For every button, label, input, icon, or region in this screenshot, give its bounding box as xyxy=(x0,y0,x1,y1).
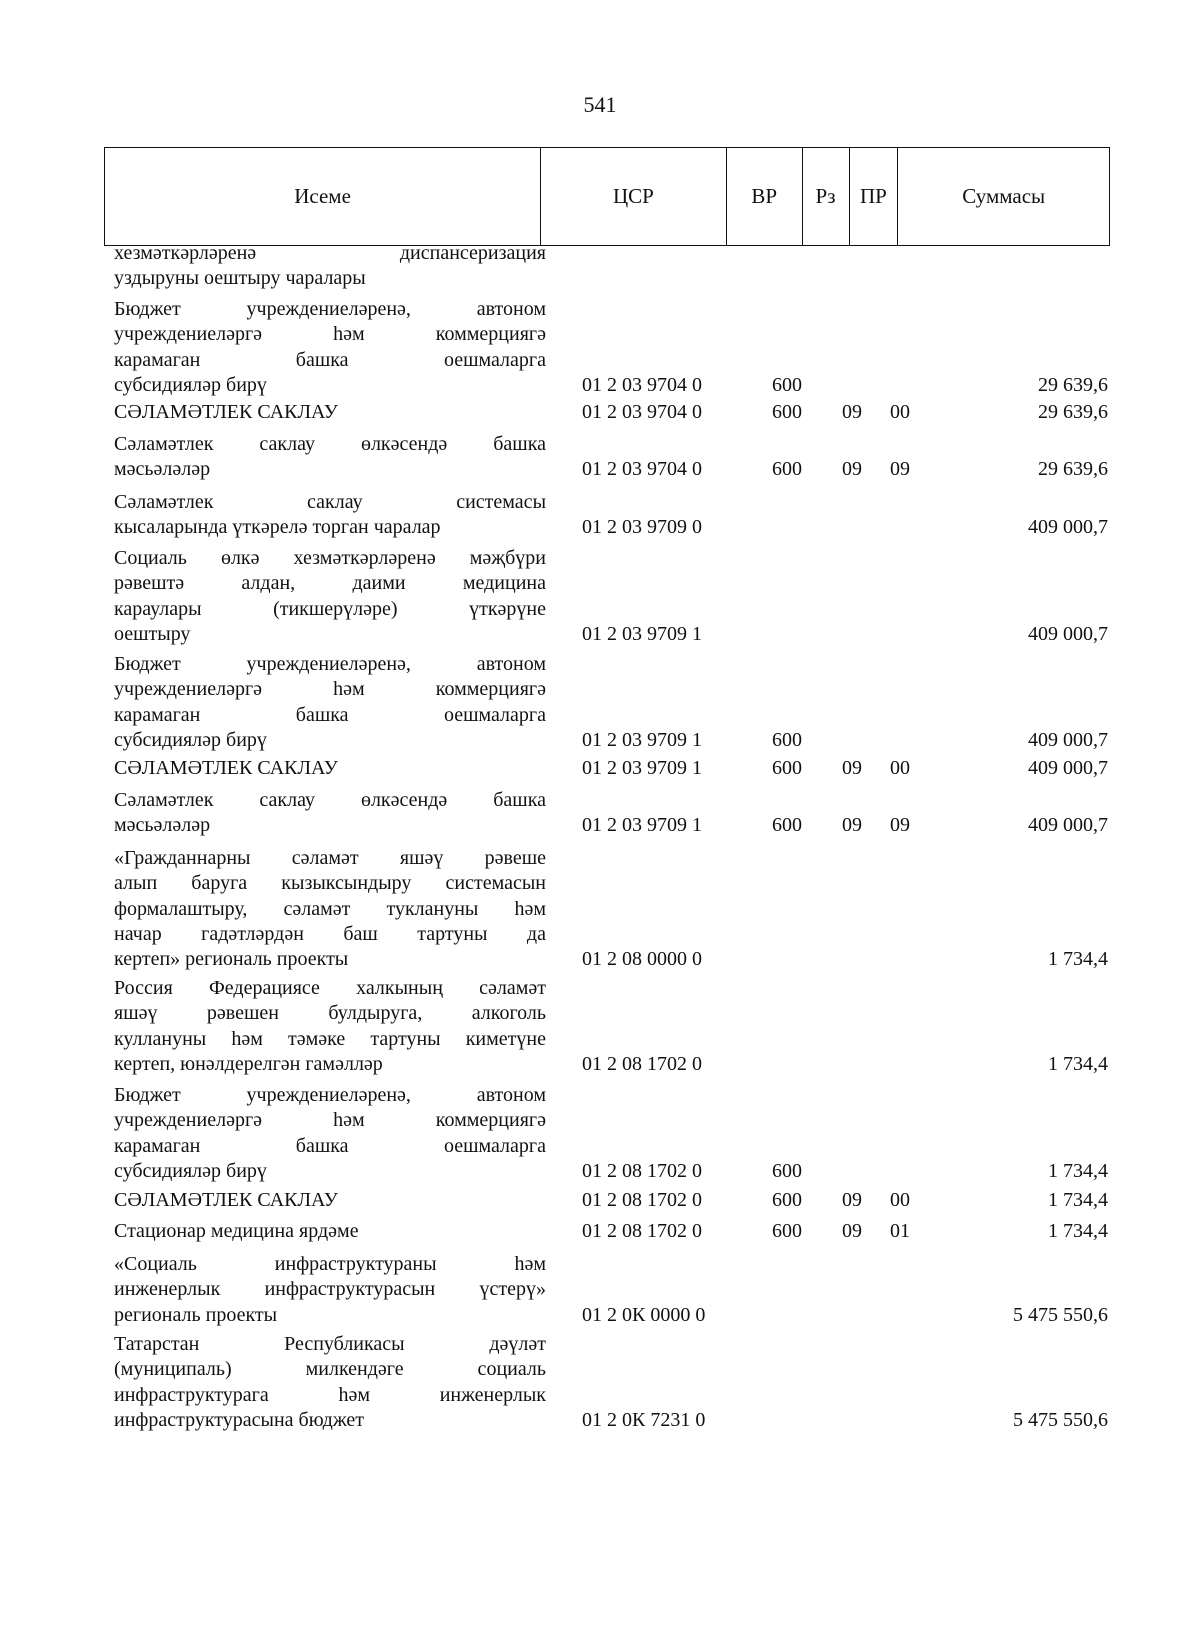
row-name xyxy=(114,432,546,483)
row-rz: 09 xyxy=(842,1220,862,1242)
table-header xyxy=(104,147,1110,246)
row-name-line: Социаль өлкә хезмәткәрләренә мәҗбүри xyxy=(114,547,546,569)
row-name-line: формалаштыру, сәламәт туклануны һәм xyxy=(114,897,546,920)
row-csr: 01 2 0К 0000 0 xyxy=(582,1303,706,1326)
row-sum: 1 734,4 xyxy=(1048,1159,1108,1182)
row-csr: 01 2 08 1702 0 xyxy=(582,1189,702,1211)
row-csr: 01 2 08 1702 0 xyxy=(582,1052,702,1075)
row-name xyxy=(114,756,546,781)
row-rz: 09 xyxy=(842,814,862,837)
row-name-line: учреждениеләргә һәм коммерциягә xyxy=(114,323,546,346)
header-sum: Суммасы xyxy=(962,184,1046,208)
row-name xyxy=(114,652,546,753)
row-csr: 01 2 03 9704 0 xyxy=(582,458,702,481)
row-name xyxy=(114,400,546,425)
row-name-line: яшәү рәвешен булдыруга, алкоголь xyxy=(114,1002,546,1025)
row-name-line: СӘЛАМӘТЛЕК САКЛАУ xyxy=(114,401,338,423)
row-pr: 00 xyxy=(890,401,910,423)
row-name-line: (муниципаль) милкендәге социаль xyxy=(114,1358,546,1381)
row-name-line: СӘЛАМӘТЛЕК САКЛАУ xyxy=(114,757,338,779)
row-csr: 01 2 03 9709 0 xyxy=(582,516,702,539)
row-name-line: оештыру xyxy=(114,622,191,645)
row-pr: 09 xyxy=(890,814,910,837)
row-name-line: рәвештә алдан, даими медицина xyxy=(114,572,546,595)
row-pr: 09 xyxy=(890,458,910,481)
row-csr: 01 2 0К 7231 0 xyxy=(582,1408,706,1431)
row-name-line: мәсьәләләр xyxy=(114,458,211,481)
header-vr: ВР xyxy=(727,148,803,245)
row-sum: 409 000,7 xyxy=(1028,516,1108,539)
row-csr: 01 2 03 9709 1 xyxy=(582,757,702,779)
row-vr: 600 xyxy=(772,1159,802,1182)
row-vr: 600 xyxy=(772,728,802,751)
row-sum: 409 000,7 xyxy=(1028,814,1108,837)
row-sum: 409 000,7 xyxy=(1028,757,1108,779)
row-rz: 09 xyxy=(842,458,862,481)
row-vr: 600 xyxy=(772,757,802,779)
row-pr: 01 xyxy=(890,1220,910,1242)
row-vr: 600 xyxy=(772,1220,802,1242)
row-name-line: субсидияләр бирү xyxy=(114,728,267,751)
row-pr: 00 xyxy=(890,757,910,779)
row-name xyxy=(114,846,546,972)
row-csr: 01 2 03 9709 1 xyxy=(582,814,702,837)
header-pr: ПР xyxy=(850,148,899,245)
row-csr: 01 2 08 1702 0 xyxy=(582,1220,702,1242)
row-sum: 1 734,4 xyxy=(1048,1052,1108,1075)
row-name-line: субсидияләр бирү xyxy=(114,373,267,396)
row-name-line: инфраструктурасына бюджет xyxy=(114,1408,364,1431)
row-sum: 409 000,7 xyxy=(1028,728,1108,751)
row-sum: 29 639,6 xyxy=(1038,458,1108,481)
page-number: 541 xyxy=(583,92,617,117)
row-name xyxy=(114,241,546,292)
row-name-line: начар гадәтләрдән баш тартуны да xyxy=(114,922,546,945)
row-name-line: кертеп, юнәлдерелгән гамәлләр xyxy=(114,1052,383,1075)
row-name-line: уздыруны оештыру чаралары xyxy=(114,267,366,290)
row-name-line: «Социаль инфраструктураны һәм xyxy=(114,1253,546,1275)
row-name xyxy=(114,1083,546,1184)
row-vr: 600 xyxy=(772,458,802,481)
row-csr: 01 2 08 1702 0 xyxy=(582,1159,702,1182)
header-name: Исеме xyxy=(105,148,541,245)
row-name xyxy=(114,490,546,541)
row-name-line: алып баруга кызыксындыру системасын xyxy=(114,872,546,895)
row-name-line: Татарстан Республикасы дәүләт xyxy=(114,1333,546,1355)
row-sum: 1 734,4 xyxy=(1048,1189,1108,1211)
row-name-line: «Гражданнарны сәламәт яшәү рәвеше xyxy=(114,847,546,869)
row-csr: 01 2 03 9709 1 xyxy=(582,622,702,645)
row-name-line: кысаларында үткәрелә торган чаралар xyxy=(114,516,441,539)
row-name-line: региональ проекты xyxy=(114,1303,278,1326)
header-csr: ЦСР xyxy=(541,148,727,245)
row-sum: 1 734,4 xyxy=(1048,1220,1108,1242)
row-name-line: инженерлык инфраструктурасын үстерү» xyxy=(114,1278,546,1301)
row-name-line: карамаган башка оешмаларга xyxy=(114,1134,546,1157)
row-name-line: куллануны һәм тәмәке тартуны киметүне xyxy=(114,1027,546,1050)
row-sum: 409 000,7 xyxy=(1028,622,1108,645)
row-name-line: карамаган башка оешмаларга xyxy=(114,348,546,371)
row-name-line: мәсьәләләр xyxy=(114,814,211,837)
row-name-line: Бюджет учреждениеләренә, автоном xyxy=(114,1084,546,1106)
row-rz: 09 xyxy=(842,401,862,423)
row-rz: 09 xyxy=(842,1189,862,1211)
row-sum: 1 734,4 xyxy=(1048,948,1108,971)
row-name-line: Бюджет учреждениеләренә, автоном xyxy=(114,298,546,320)
row-csr: 01 2 03 9704 0 xyxy=(582,401,702,423)
row-name-line: Сәламәтлек саклау өлкәсендә башка xyxy=(114,789,546,811)
row-vr: 600 xyxy=(772,814,802,837)
row-vr: 600 xyxy=(772,1189,802,1211)
row-name xyxy=(114,1188,546,1213)
row-vr: 600 xyxy=(772,401,802,423)
row-name xyxy=(114,297,546,398)
row-name-line: караулары (тикшерүләре) үткәрүне xyxy=(114,597,546,620)
row-name xyxy=(114,1219,546,1244)
header-rz: Рз xyxy=(803,148,850,245)
row-name-line: СӘЛАМӘТЛЕК САКЛАУ xyxy=(114,1189,338,1211)
row-name-line: учреждениеләргә һәм коммерциягә xyxy=(114,678,546,701)
row-name xyxy=(114,1252,546,1328)
row-name-line: карамаган башка оешмаларга xyxy=(114,703,546,726)
row-name-line: кертеп» региональ проекты xyxy=(114,948,349,971)
row-sum: 5 475 550,6 xyxy=(1013,1408,1108,1431)
row-csr: 01 2 08 0000 0 xyxy=(582,948,702,971)
row-name-line: Россия Федерациясе халкының сәламәт xyxy=(114,977,546,999)
row-sum: 5 475 550,6 xyxy=(1013,1303,1108,1326)
row-csr: 01 2 03 9704 0 xyxy=(582,373,702,396)
row-name-line: учреждениеләргә һәм коммерциягә xyxy=(114,1109,546,1132)
row-name-line: Сәламәтлек саклау системасы xyxy=(114,491,546,513)
row-name-line: Бюджет учреждениеләренә, автоном xyxy=(114,653,546,675)
row-csr: 01 2 03 9709 1 xyxy=(582,728,702,751)
row-name-line: Стационар медицина ярдәме xyxy=(114,1220,359,1242)
row-name-line: хезмәткәрләренә диспансеризация xyxy=(114,242,546,264)
row-name xyxy=(114,788,546,839)
row-sum: 29 639,6 xyxy=(1038,401,1108,423)
row-vr: 600 xyxy=(772,373,802,396)
row-name xyxy=(114,976,546,1077)
row-name-line: инфраструктурага һәм инженерлык xyxy=(114,1383,546,1406)
row-name xyxy=(114,1332,546,1433)
row-name-line: субсидияләр бирү xyxy=(114,1159,267,1182)
row-rz: 09 xyxy=(842,757,862,779)
row-pr: 00 xyxy=(890,1189,910,1211)
row-sum: 29 639,6 xyxy=(1038,373,1108,396)
row-name xyxy=(114,546,546,647)
row-name-line: Сәламәтлек саклау өлкәсендә башка xyxy=(114,433,546,455)
